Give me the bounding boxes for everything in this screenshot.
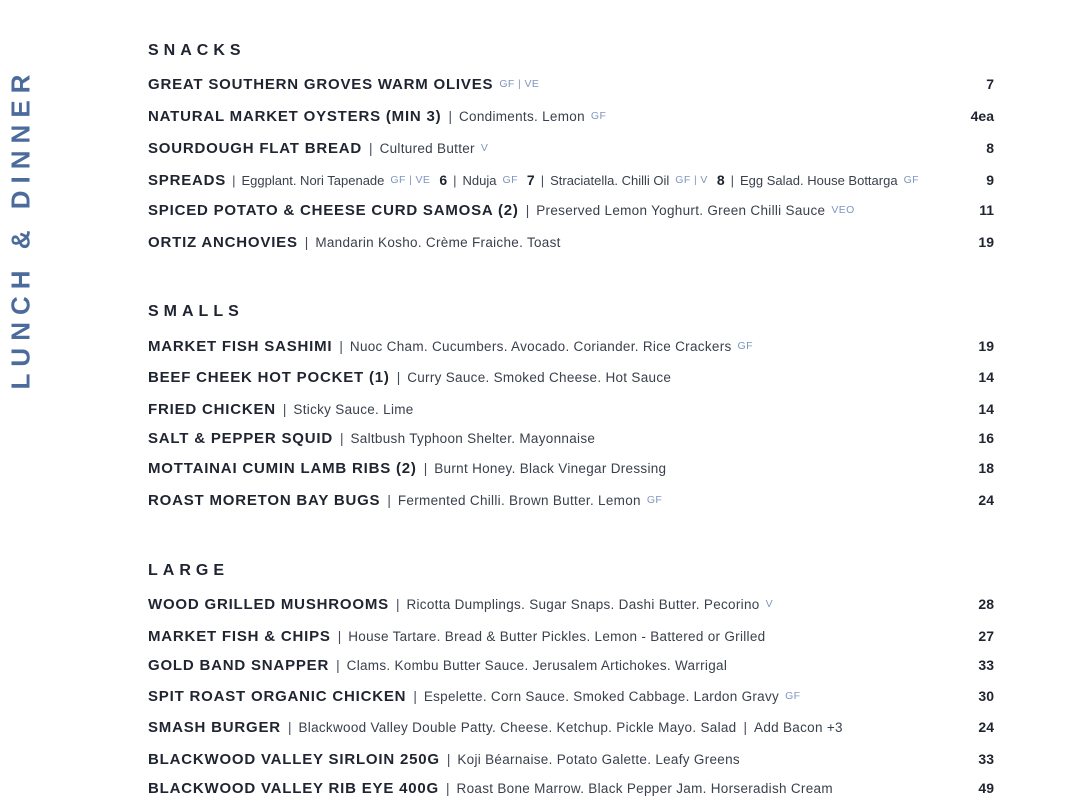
spread-eggplant: Eggplant. Nori Tapenade bbox=[241, 172, 385, 188]
item-name: FRIED CHICKEN bbox=[148, 400, 276, 418]
item-description: Nuoc Cham. Cucumbers. Avocado. Coriander. Rice Crackers bbox=[349, 338, 732, 354]
separator: | bbox=[446, 751, 451, 767]
dietary-tag: GF | VE bbox=[499, 78, 540, 90]
separator: | bbox=[387, 492, 391, 508]
section-title-smalls: SMALLS bbox=[148, 303, 244, 320]
item-price: 19 bbox=[978, 338, 994, 354]
item-description: Ricotta Dumplings. Sugar Snaps. Dashi Butter. Pecorino bbox=[406, 596, 760, 612]
item-name: WOOD GRILLED MUSHROOMS bbox=[148, 595, 389, 613]
separator: | bbox=[540, 172, 545, 188]
item-description: Mandarin Kosho. Crème Fraiche. Toast bbox=[315, 234, 561, 250]
spread-nduja: Nduja bbox=[462, 172, 497, 188]
item-name: ROAST MORETON BAY BUGS bbox=[148, 491, 381, 509]
separator: | bbox=[282, 401, 287, 417]
dietary-tag: GF bbox=[785, 690, 801, 702]
separator: | bbox=[743, 719, 748, 735]
item-price: 16 bbox=[978, 430, 994, 446]
menu-item-fish-chips bbox=[148, 626, 994, 646]
item-price: 30 bbox=[978, 688, 994, 704]
separator: | bbox=[525, 202, 530, 218]
separator: | bbox=[287, 719, 292, 735]
item-name: SPREADS bbox=[148, 171, 227, 189]
menu-item-fried-chicken bbox=[148, 399, 994, 419]
menu-item-lamb-ribs bbox=[148, 458, 994, 478]
item-name: MARKET FISH & CHIPS bbox=[148, 627, 331, 645]
item-price: 18 bbox=[978, 460, 994, 476]
item-description: Curry Sauce. Smoked Cheese. Hot Sauce bbox=[407, 369, 672, 385]
side-title-text: LUNCH & DINNER bbox=[5, 67, 36, 389]
dietary-tag: V bbox=[765, 598, 773, 610]
separator: | bbox=[336, 657, 340, 673]
item-name: NATURAL MARKET OYSTERS (MIN 3) bbox=[148, 107, 442, 125]
dietary-tag: V bbox=[480, 142, 489, 154]
item-description: Cultured Butter bbox=[379, 140, 475, 156]
menu-item-spreads bbox=[148, 170, 994, 190]
item-name: BLACKWOOD VALLEY SIRLOIN 250G bbox=[148, 750, 440, 768]
item-addon: Add Bacon +3 bbox=[754, 719, 843, 735]
item-name: SALT & PEPPER SQUID bbox=[148, 429, 333, 447]
dietary-tag: VEO bbox=[831, 204, 855, 216]
item-price: 28 bbox=[978, 596, 994, 612]
item-price: 49 bbox=[978, 780, 994, 796]
separator: | bbox=[730, 172, 735, 188]
menu-item-hot-pocket bbox=[148, 367, 994, 387]
item-description: Burnt Honey. Black Vinegar Dressing bbox=[434, 460, 667, 476]
dietary-tag: GF bbox=[646, 494, 663, 506]
dietary-tag: GF | V bbox=[675, 174, 708, 186]
spread-egg-salad: Egg Salad. House Bottarga bbox=[740, 172, 898, 188]
item-price: 24 bbox=[978, 492, 994, 508]
section-title-large: LARGE bbox=[148, 562, 229, 579]
item-description: Fermented Chilli. Brown Butter. Lemon bbox=[397, 492, 641, 508]
item-name: GREAT SOUTHERN GROVES WARM OLIVES bbox=[148, 75, 494, 93]
separator: | bbox=[369, 140, 373, 156]
item-price: 33 bbox=[978, 751, 994, 767]
separator: | bbox=[446, 780, 450, 796]
separator: | bbox=[337, 628, 342, 644]
item-description: Roast Bone Marrow. Black Pepper Jam. Horseradish Cream bbox=[456, 780, 833, 796]
separator: | bbox=[396, 369, 401, 385]
item-name: SPIT ROAST ORGANIC CHICKEN bbox=[148, 687, 407, 705]
menu-item-flatbread bbox=[148, 138, 994, 158]
separator: | bbox=[339, 338, 343, 354]
separator: | bbox=[339, 430, 344, 446]
item-price: 27 bbox=[978, 628, 994, 644]
item-description: Condiments. Lemon bbox=[458, 108, 585, 124]
item-description: Sticky Sauce. Lime bbox=[293, 401, 414, 417]
dietary-tag: GF bbox=[590, 110, 607, 122]
menu-item-rib-eye bbox=[148, 778, 994, 798]
item-description: Koji Béarnaise. Potato Galette. Leafy Greens bbox=[457, 751, 740, 767]
spread-price: 6 bbox=[439, 172, 448, 188]
item-price: 33 bbox=[978, 657, 994, 673]
dietary-tag: GF | VE bbox=[390, 174, 431, 186]
item-price: 24 bbox=[978, 719, 994, 735]
item-price: 11 bbox=[979, 202, 994, 218]
menu-item-oysters bbox=[148, 106, 994, 126]
item-name: BEEF CHEEK HOT POCKET (1) bbox=[148, 368, 390, 386]
menu-item-olives bbox=[148, 74, 994, 94]
item-description: Preserved Lemon Yoghurt. Green Chilli Sauce bbox=[536, 202, 826, 218]
item-description: Espelette. Corn Sauce. Smoked Cabbage. Lardon Gravy bbox=[423, 688, 780, 704]
item-name: SPICED POTATO & CHEESE CURD SAMOSA (2) bbox=[148, 201, 519, 219]
item-description: Blackwood Valley Double Patty. Cheese. Ketchup. Pickle Mayo. Salad bbox=[298, 719, 737, 735]
item-name: MARKET FISH SASHIMI bbox=[148, 337, 333, 355]
item-price: 19 bbox=[978, 234, 994, 250]
separator: | bbox=[232, 172, 236, 188]
separator: | bbox=[448, 108, 452, 124]
menu-item-bugs bbox=[148, 490, 994, 510]
separator: | bbox=[453, 172, 457, 188]
item-name: ORTIZ ANCHOVIES bbox=[148, 233, 298, 251]
item-description: Saltbush Typhoon Shelter. Mayonnaise bbox=[350, 430, 596, 446]
section-title-snacks: SNACKS bbox=[148, 42, 246, 59]
item-name: BLACKWOOD VALLEY RIB EYE 400G bbox=[148, 779, 440, 797]
menu-item-samosa bbox=[148, 200, 994, 220]
separator: | bbox=[413, 688, 417, 704]
side-title bbox=[4, 44, 38, 412]
menu-item-spit-chicken bbox=[148, 686, 994, 706]
menu-item-squid bbox=[148, 428, 994, 448]
menu-item-mushrooms bbox=[148, 594, 994, 614]
menu-item-burger bbox=[148, 717, 994, 737]
item-name: SMASH BURGER bbox=[148, 718, 281, 736]
spread-straciatella: Straciatella. Chilli Oil bbox=[550, 172, 670, 188]
menu-item-sirloin bbox=[148, 749, 994, 769]
separator: | bbox=[304, 234, 309, 250]
item-description: Clams. Kombu Butter Sauce. Jerusalem Artichokes. Warrigal bbox=[346, 657, 728, 673]
dietary-tag: GF bbox=[737, 340, 753, 352]
item-name: MOTTAINAI CUMIN LAMB RIBS (2) bbox=[148, 459, 417, 477]
dietary-tag: GF bbox=[502, 174, 518, 186]
separator: | bbox=[423, 460, 428, 476]
item-price: 14 bbox=[978, 401, 994, 417]
item-price: 14 bbox=[978, 369, 994, 385]
item-description: House Tartare. Bread & Butter Pickles. Lemon - Battered or Grilled bbox=[348, 628, 766, 644]
menu-item-anchovies bbox=[148, 232, 994, 252]
dietary-tag: GF bbox=[903, 174, 919, 186]
menu-item-sashimi bbox=[148, 336, 994, 356]
spread-price: 7 bbox=[526, 172, 535, 188]
separator: | bbox=[395, 596, 400, 612]
menu-item-snapper bbox=[148, 655, 994, 675]
item-price: 7 bbox=[986, 76, 994, 92]
item-price: 9 bbox=[986, 172, 994, 188]
spread-price: 8 bbox=[716, 172, 725, 188]
item-price: 4ea bbox=[970, 108, 994, 124]
item-name: GOLD BAND SNAPPER bbox=[148, 656, 330, 674]
item-name: SOURDOUGH FLAT BREAD bbox=[148, 139, 363, 157]
item-price: 8 bbox=[986, 140, 994, 156]
